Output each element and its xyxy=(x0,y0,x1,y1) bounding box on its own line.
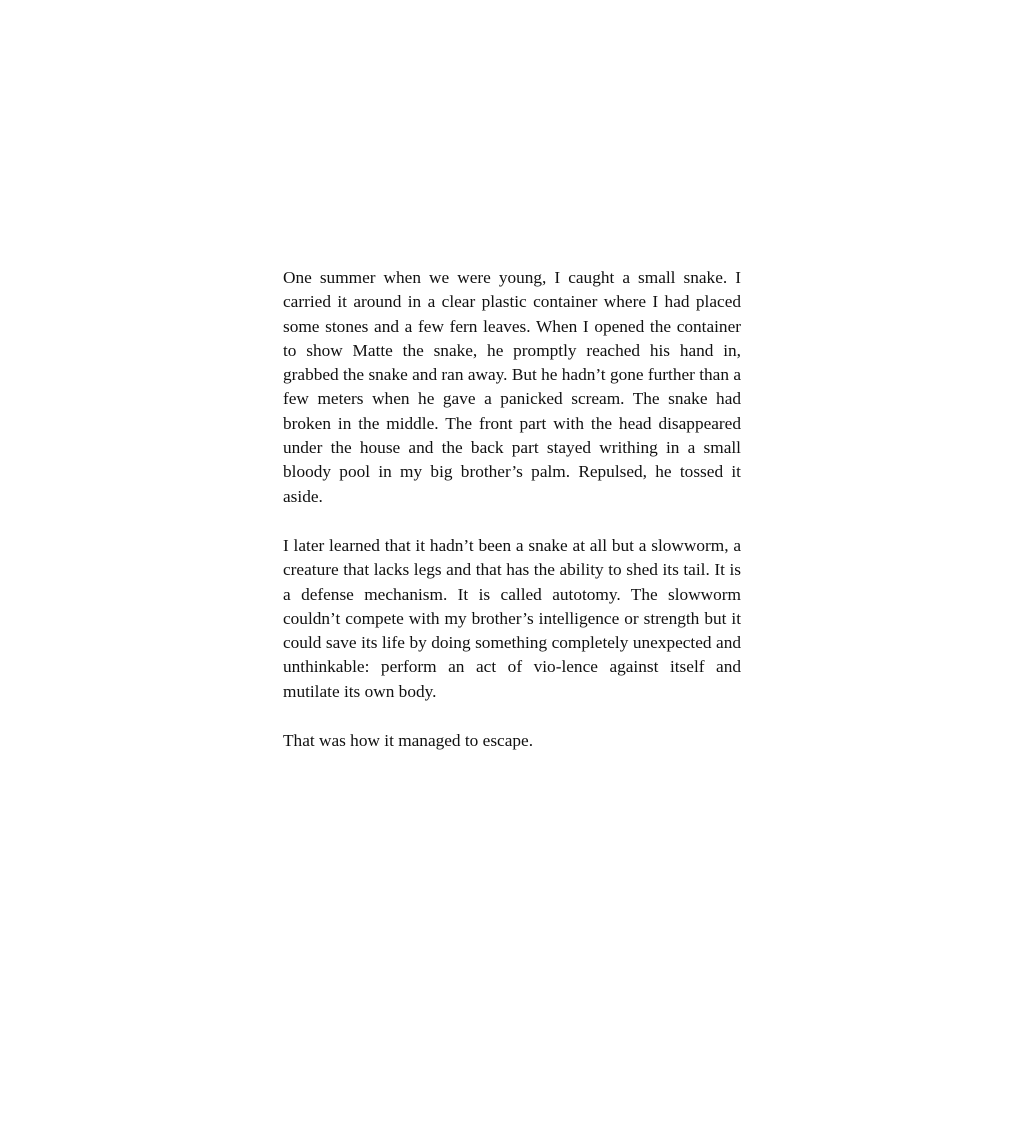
paragraph-2: I later learned that it hadn’t been a snake at all but a slowworm, a creature that lacks legs and that has the ability to shed its tail. It is a defense mechanism. It is called autotomy. The slowworm couldn’t compete with my brother’s intelligence or strength but it could save its life by doing something completely unexpected and unthinkable: perform an act of vio‐lence against itself and mutilate its own body. xyxy=(283,535,741,701)
paragraph-3: That was how it managed to escape. xyxy=(283,731,534,751)
paragraph-1: One summer when we were young, I caught a small snake. I carried it around in a clear plastic container where I had placed some stones and a few fern leaves. When I opened the container to show Matte the snake, he promptly reached his hand in, grabbed the snake and ran away. But he hadn’t gone further than a few meters when he gave a panicked scream. The snake had broken in the middle. The front part with the head disappeared under the house and the back part stayed writhing in a small bloody pool in my big brother’s palm. Repulsed, he tossed it aside. xyxy=(283,268,741,506)
body-text-column xyxy=(283,266,741,753)
